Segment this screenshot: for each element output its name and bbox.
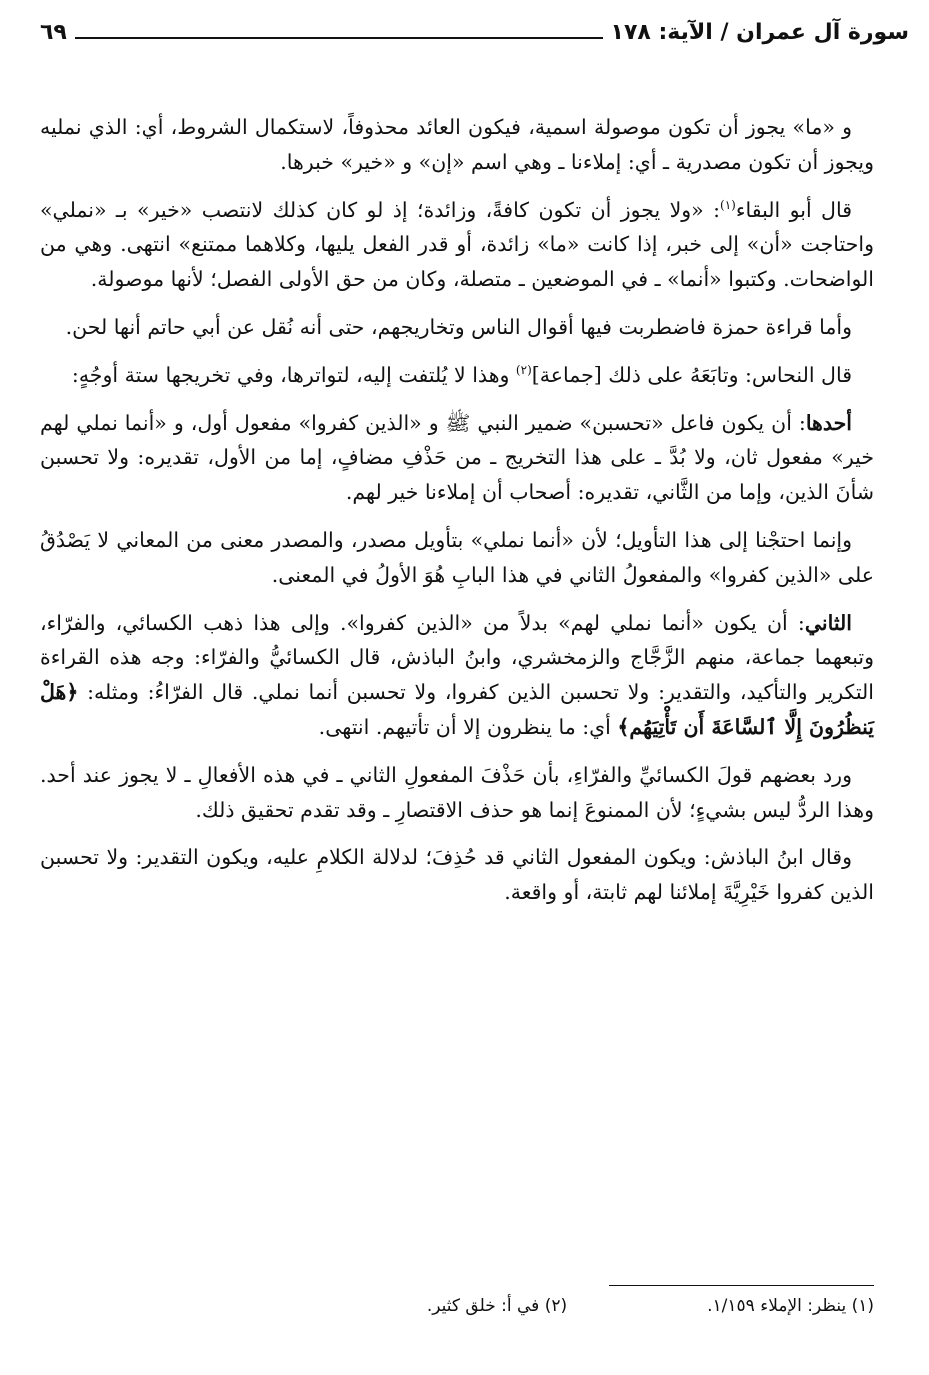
main-text [40, 110, 874, 923]
paragraph-5: أحدها: أن يكون فاعل «تحسبن» ضمير النبي ﷺ و «الذين كفروا» مفعول أول، و «أنما نملي لهم خير» مفعول ثان، ولا بُدَّ ـ على هذا التخريج ـ من حَذْفِ مضافٍ، إما من الأول، تقديره: ولا تحسبن شأنَ الذين، وإما من الثَّاني، تقديره: أصحاب أن إملاءنا خير لهم. [40, 410, 874, 505]
paragraph-1: و «ما» يجوز أن تكون موصولة اسمية، فيكون العائد محذوفاً، لاستكمال الشروط، أي: الذي نمليه ويجوز أن تكون مصدرية ـ أي: إملاءنا ـ وهي اسم «إن» و «خير» خبرها. [40, 115, 874, 174]
paragraph-4: قال النحاس: وتابَعَهُ على ذلك [جماعة]$^{(٢)}$ وهذا لا يُلتفت إليه، لتواترها، وفي تخريجها ستة أوجُهٍ: [71, 362, 852, 387]
paragraph-2: قال أبو البقاء$^{(١)}$: «ولا يجوز أن تكون كافةً، وزائدة؛ إذ لو كان كذلك لانتصب «خير» بـ «نملي» واحتاجت «أن» إلى خبر، إذا كانت «ما» زائدة، أو قدر الفعل يليها، وكلاهما ممتنع» انتهى. وهي من الواضحات. وكتبوا «أنما» ـ في الموضعين ـ متصلة، وكان من حق الأولى الفصل؛ لأنها موصولة. [40, 197, 874, 292]
paragraph-8: ورد بعضهم قولَ الكسائيِّ والفرّاءِ، بأن حَذْفَ المفعولِ الثاني ـ في هذه الأفعالِ ـ لا يجوز عند أحد. وهذا الردُّ ليس بشيءٍ؛ لأن الممنوعَ إنما هو حذف الاقتصارِ ـ وقد تقدم تحقيق ذلك. [40, 762, 874, 822]
paragraph-7: الثاني: أن يكون «أنما نملي لهم» بدلاً من «الذين كفروا». وإلى هذا ذهب الكسائي، والفرّاء، وتبعهما جماعة، منهم الزَّجَّاج والزمخشري، وابنُ الباذش، قال الكسائيُّ والفرّاء: وجه هذه القراءة التكرير والتأكيد، والتقدير: ولا تحسبن الذين كفروا، ولا تحسبن أنما نملي. قال الفرّاءُ: ومثله: ﴿هَلْ يَنظُرُونَ إِلَّا ٱلسَّاعَةَ أَن تَأْتِيَهُم﴾ أي: ما ينظرون إلا أن تأتيهم. انتهى. [40, 610, 874, 739]
page [40, 28, 874, 1348]
paragraph-6: وإنما احتجْنا إلى هذا التأويل؛ لأن «أنما نملي» بتأويل مصدر، والمصدر معنى من المعاني لا يَصْدُقُ على «الذين كفروا» والمفعولُ الثاني في هذا البابِ هُوَ الأولُ في المعنى. [40, 527, 874, 587]
section-label-second: الثاني [804, 610, 852, 635]
section-label-first: أحدها [805, 410, 852, 435]
footnote-separator [609, 1285, 874, 1286]
footnote-ref-1: (١) [720, 197, 736, 212]
footnote-1: (١) ينظر: الإملاء ١/١٥٩. [707, 1296, 874, 1316]
footnote-2: (٢) في أ: خلق كثير. [426, 1296, 568, 1316]
running-header-title: سورة آل عمران / الآية: ١٧٨ [610, 19, 909, 45]
paragraph-3: وأما قراءة حمزة فاضطربت فيها أقوال الناس وتخاريجهم، حتى أنه نُقل عن أبي حاتم أنها لحن. [65, 314, 852, 339]
footnote-ref-2: (٢) [515, 362, 532, 377]
quran-quote: ﴿هَلْ يَنظُرُونَ إِلَّا ٱلسَّاعَةَ أَن تَأْتِيَهُم﴾ [40, 680, 874, 739]
footnotes [40, 1296, 874, 1316]
page-number: ٦٩ [40, 19, 67, 45]
paragraph-9: وقال ابنُ الباذش: ويكون المفعول الثاني قد حُذِفَ؛ لدلالة الكلامِ عليه، ويكون التقدير: ولا تحسبن الذين كفروا خَيْرِيَّةَ إملائنا لهم ثابتة، أو واقعة. [40, 845, 874, 905]
